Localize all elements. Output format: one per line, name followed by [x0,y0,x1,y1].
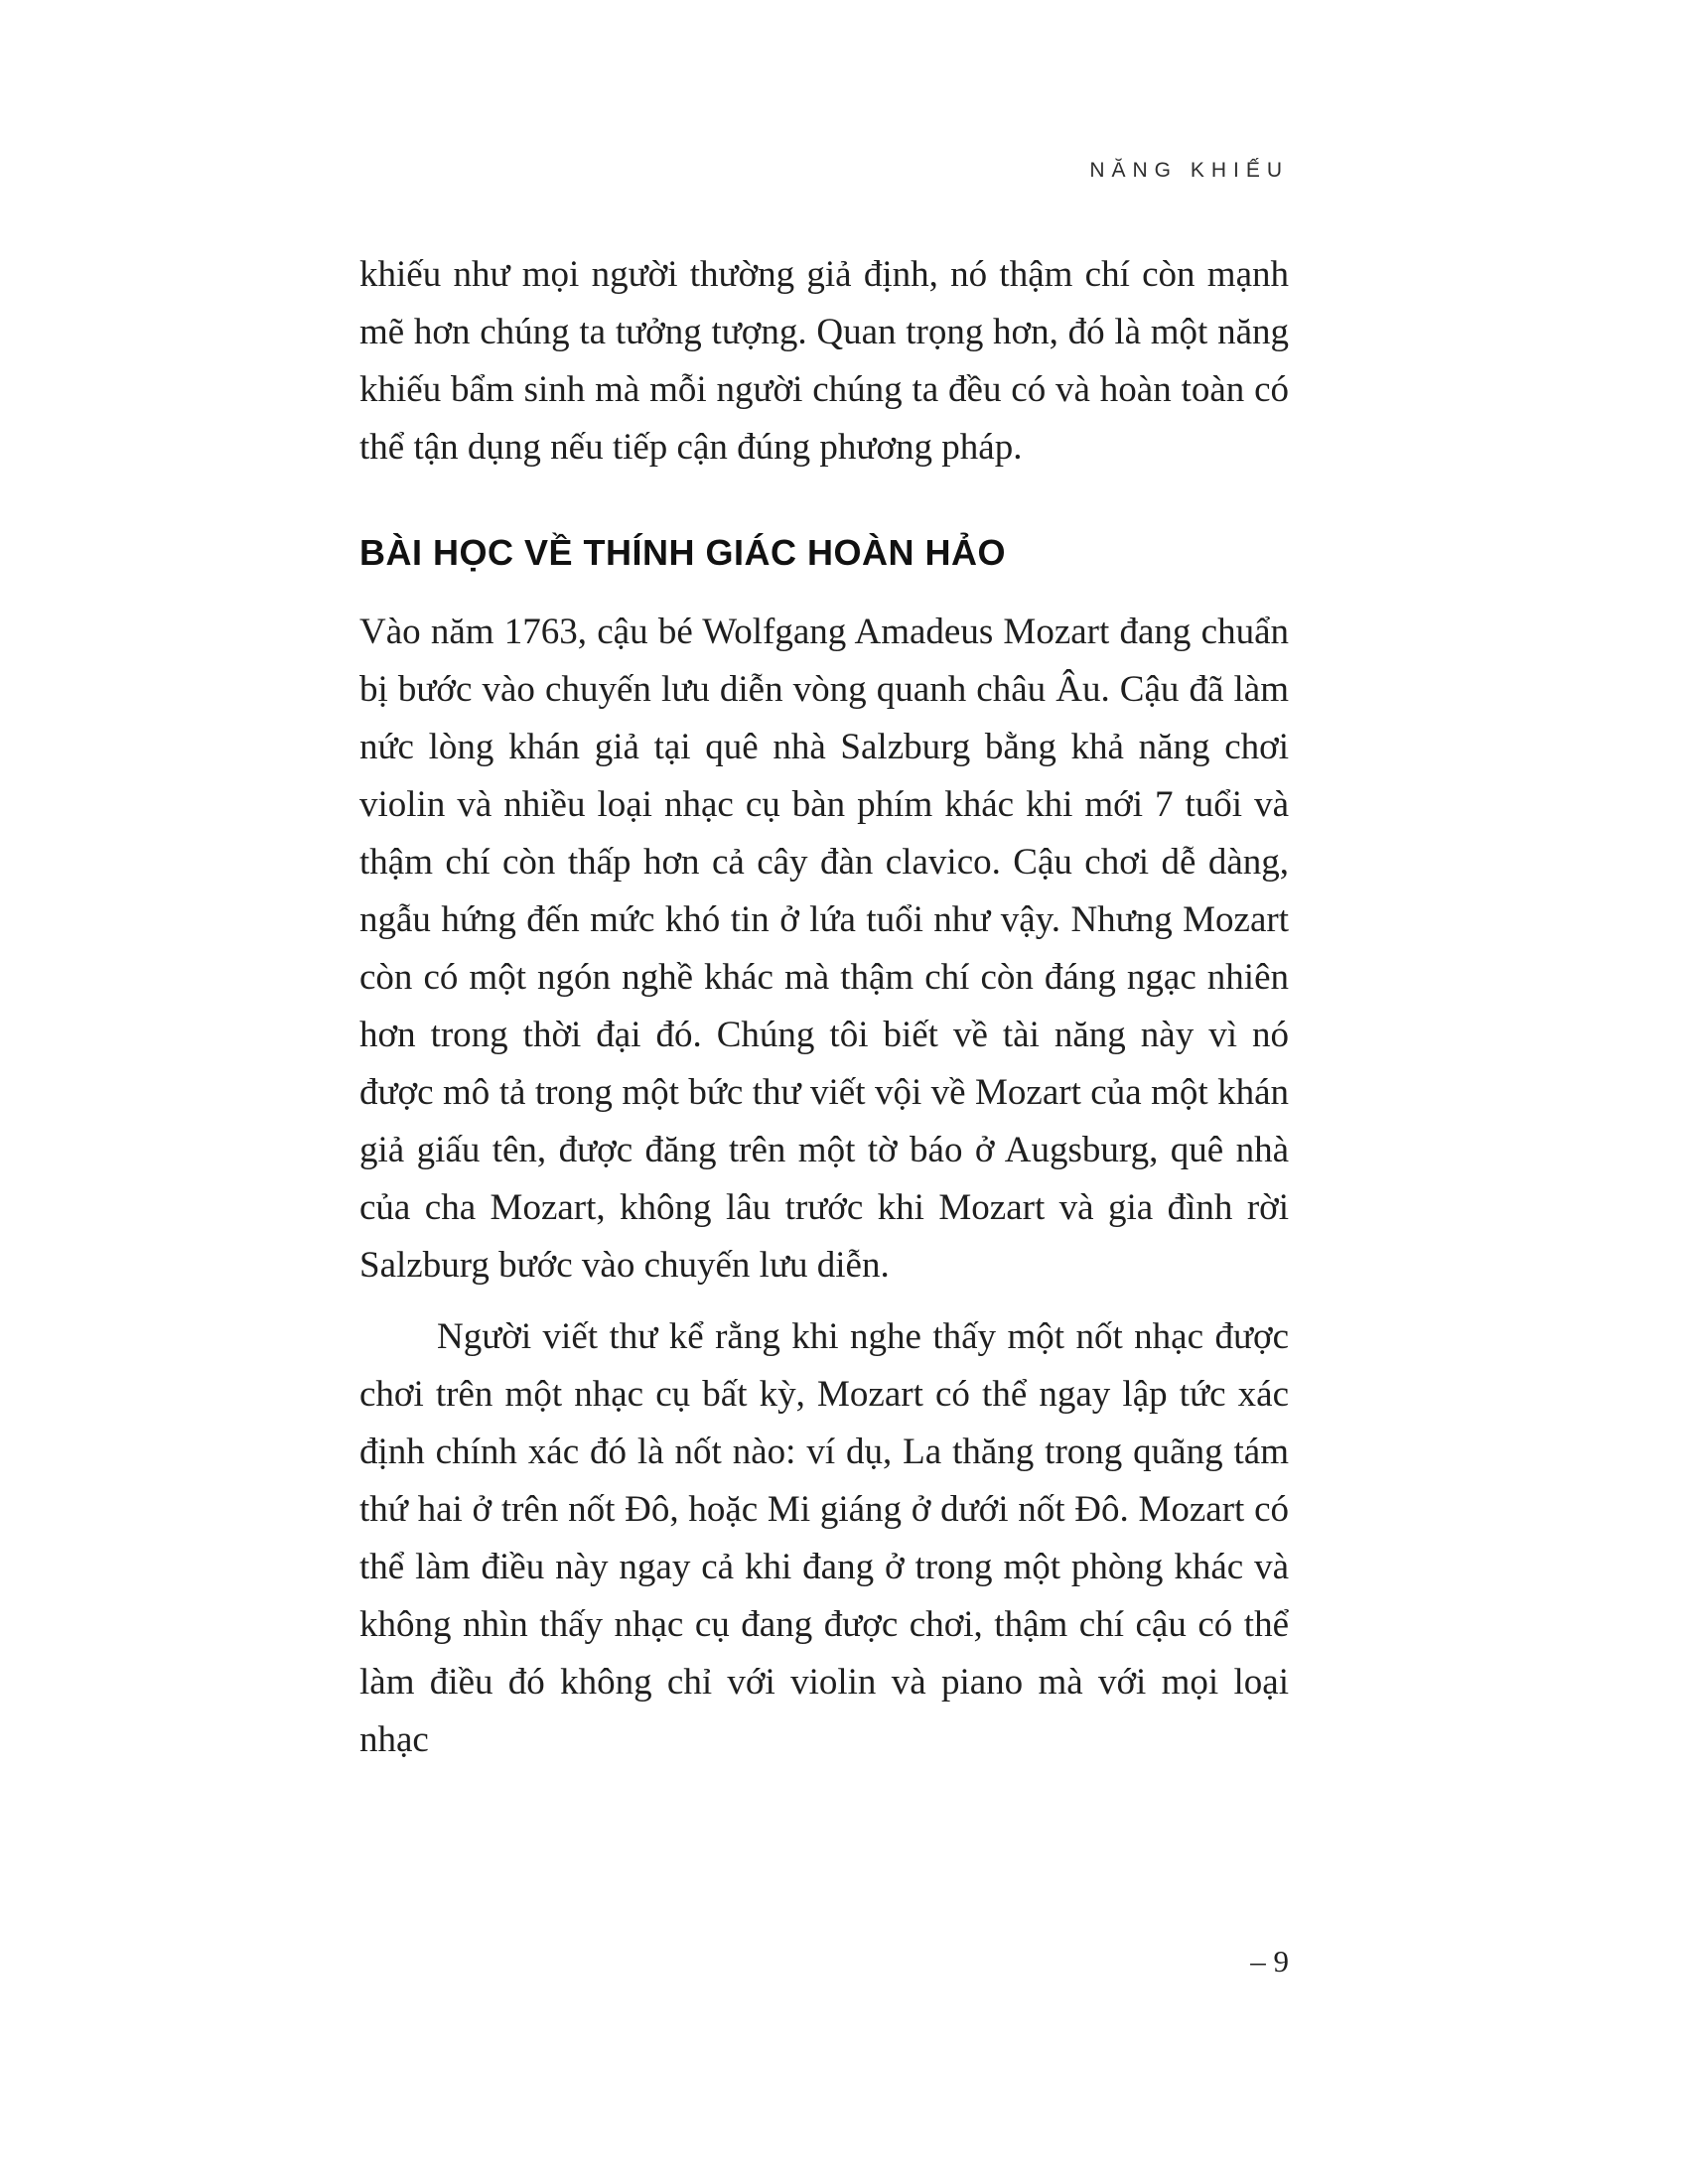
text-column [359,0,1289,1769]
running-head: NĂNG KHIẾU [1089,159,1289,182]
page-number: – 9 [1250,1944,1289,1979]
body-paragraph-letter: Người viết thư kể rằng khi nghe thấy một nốt nhạc được chơi trên một nhạc cụ bất kỳ, Mozart có thể ngay lập tức xác định chính xác đó là nốt nào: ví dụ, La thăng trong quãng tám thứ hai ở trên nốt Đô, hoặc Mi giáng ở dưới nốt Đô. Mozart có thể làm điều này ngay cả khi đang ở trong một phòng khác và không nhìn thấy nhạc cụ đang được chơi, thậm chí cậu có thể làm điều đó không chỉ với violin và piano mà với mọi loại nhạc [359,1316,1289,1760]
section-heading: BÀI HỌC VỀ THÍNH GIÁC HOÀN HẢO [359,532,1007,573]
body-paragraph-continuation: khiếu như mọi người thường giả định, nó thậm chí còn mạnh mẽ hơn chúng ta tưởng tượng. Quan trọng hơn, đó là một năng khiếu bẩm sinh mà mỗi người chúng ta đều có và hoàn toàn có thể tận dụng nếu tiếp cận đúng phương pháp. [359,254,1289,468]
body-paragraph-mozart: Vào năm 1763, cậu bé Wolfgang Amadeus Mozart đang chuẩn bị bước vào chuyến lưu diễn vòng quanh châu Âu. Cậu đã làm nức lòng khán giả tại quê nhà Salzburg bằng khả năng chơi violin và nhiều loại nhạc cụ bàn phím khác khi mới 7 tuổi và thậm chí còn thấp hơn cả cây đàn clavico. Cậu chơi dễ dàng, ngẫu hứng đến mức khó tin ở lứa tuổi như vậy. Nhưng Mozart còn có một ngón nghề khác mà thậm chí còn đáng ngạc nhiên hơn trong thời đại đó. Chúng tôi biết về tài năng này vì nó được mô tả trong một bức thư viết vội về Mozart của một khán giả giấu tên, được đăng trên một tờ báo ở Augsburg, quê nhà của cha Mozart, không lâu trước khi Mozart và gia đình rời Salzburg bước vào chuyến lưu diễn. [359,612,1289,1286]
